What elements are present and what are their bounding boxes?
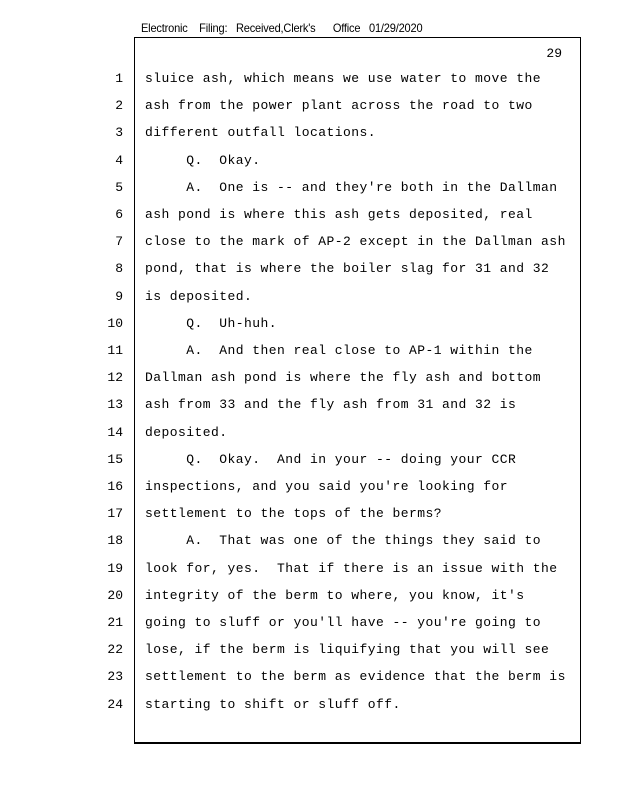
line-number: 13	[107, 397, 123, 412]
page-number: 29	[546, 46, 562, 61]
line-number: 11	[107, 343, 123, 358]
transcript-line: settlement to the tops of the berms?	[145, 506, 443, 521]
transcript-line: close to the mark of AP-2 except in the Dallman ash	[145, 234, 566, 249]
line-number: 1	[115, 71, 123, 86]
transcript-line: ash from 33 and the fly ash from 31 and 32 is	[145, 397, 517, 412]
line-number: 9	[115, 289, 123, 304]
transcript-line: Q. Okay.	[145, 153, 261, 168]
transcript-line: going to sluff or you'll have -- you're going to	[145, 615, 542, 630]
transcript-line: A. That was one of the things they said to	[145, 533, 542, 548]
line-number: 8	[115, 261, 123, 276]
line-number: 5	[115, 180, 123, 195]
transcript-page-frame	[134, 37, 581, 744]
line-number: 21	[107, 615, 123, 630]
line-number: 18	[107, 533, 123, 548]
transcript-line: starting to shift or sluff off.	[145, 697, 401, 712]
filing-header: Electronic Filing: Received,Clerk's Office 01/29/2020	[141, 21, 423, 35]
line-number: 4	[115, 153, 123, 168]
line-number: 12	[107, 370, 123, 385]
transcript-line: integrity of the berm to where, you know, it's	[145, 588, 525, 603]
line-number: 3	[115, 125, 123, 140]
line-number: 2	[115, 98, 123, 113]
line-number: 14	[107, 425, 123, 440]
transcript-line: look for, yes. That if there is an issue with the	[145, 561, 558, 576]
transcript-line: deposited.	[145, 425, 228, 440]
transcript-line: sluice ash, which means we use water to move the	[145, 71, 542, 86]
line-number: 6	[115, 207, 123, 222]
transcript-line: ash from the power plant across the road to two	[145, 98, 533, 113]
transcript-line: Dallman ash pond is where the fly ash and bottom	[145, 370, 542, 385]
line-number: 15	[107, 452, 123, 467]
line-number: 24	[107, 697, 123, 712]
transcript-line: ash pond is where this ash gets deposited, real	[145, 207, 533, 222]
line-number: 22	[107, 642, 123, 657]
line-number: 23	[107, 669, 123, 684]
line-number: 20	[107, 588, 123, 603]
line-number: 17	[107, 506, 123, 521]
transcript-line: lose, if the berm is liquifying that you will see	[145, 642, 550, 657]
transcript-line: pond, that is where the boiler slag for 31 and 32	[145, 261, 550, 276]
transcript-line: inspections, and you said you're looking for	[145, 479, 509, 494]
transcript-line: Q. Okay. And in your -- doing your CCR	[145, 452, 517, 467]
line-number: 10	[107, 316, 123, 331]
transcript-line: is deposited.	[145, 289, 253, 304]
transcript-line: different outfall locations.	[145, 125, 377, 140]
transcript-line: settlement to the berm as evidence that the berm is	[145, 669, 566, 684]
line-number: 16	[107, 479, 123, 494]
transcript-line: Q. Uh-huh.	[145, 316, 278, 331]
transcript-line: A. And then real close to AP-1 within the	[145, 343, 533, 358]
line-number: 7	[115, 234, 123, 249]
transcript-line: A. One is -- and they're both in the Dallman	[145, 180, 558, 195]
line-number: 19	[107, 561, 123, 576]
